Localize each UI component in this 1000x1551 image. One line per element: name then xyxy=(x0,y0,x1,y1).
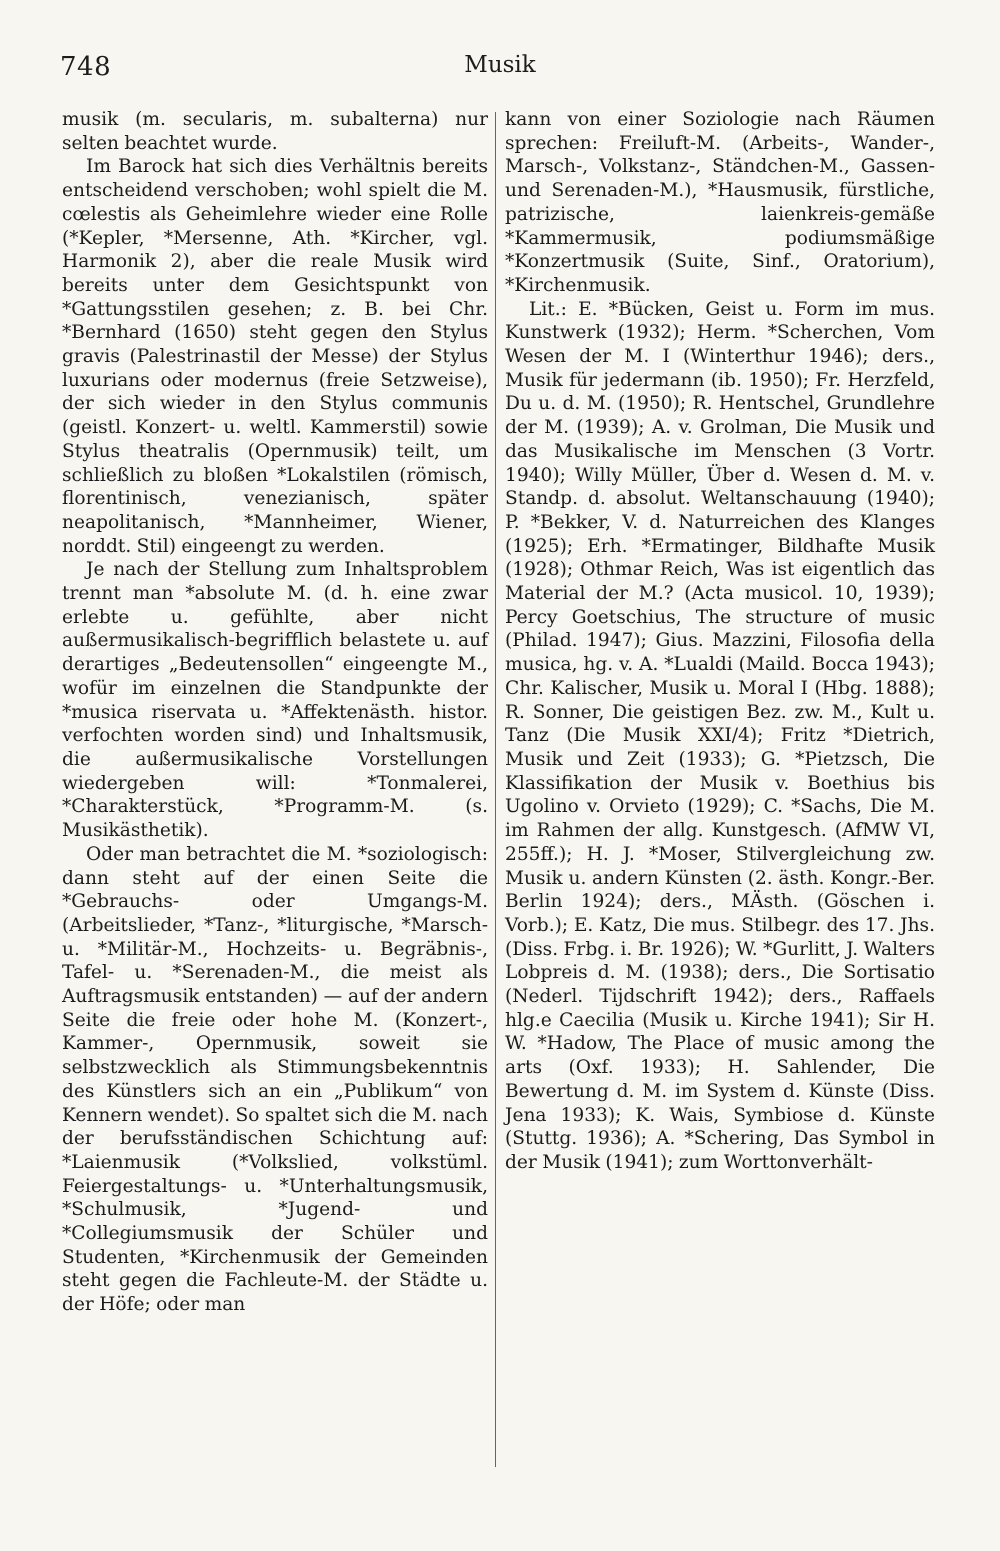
bibliography-paragraph: Lit.: E. *Bücken, Geist u. Form im mus. Kunstwerk (1932); Herm. *Scherchen, Vom Wesen der M. I (Winterthur 1946); ders., Musik für jedermann (ib. 1950); Fr. Herzfeld, Du u. d. M. (1950); R. Hentschel, Grundlehre der M. (1939); A. v. Grolman, Die Musik und das Musikalische im Menschen (3 Vortr. 1940); Willy Müller, Über d. Wesen d. M. v. Standp. d. absolut. Weltanschauung (1940); P. *Bekker, V. d. Naturreichen des Klanges (1925); Erh. *Ermatinger, Bildhafte Musik (1928); Othmar Reich, Was ist eigentlich das Material der M.? (Acta musicol. 10, 1939); Percy Goetschius, The structure of music (Philad. 1947); Gius. Mazzini, Filosofia della musica, hg. v. A. *Lualdi (Maild. Bocca 1943); Chr. Kalischer, Musik u. Moral I (Hbg. 1888); R. Sonner, Die geistigen Bez. zw. M., Kult u. Tanz (Die Musik XXI/4); Fritz *Dietrich, Musik und Zeit (1933); G. *Pietzsch, Die Klassifikation der Musik v. Boethius bis Ugolino v. Orvieto (1929); C. *Sachs, Die M. im Rahmen der allg. Kunstgesch. (AfMW VI, 255ff.); H. J. *Moser, Stilvergleichung zw. Musik u. andern Künsten (2. ästh. Kongr.-Ber. Berlin 1924); ders., MÄsth. (Göschen i. Vorb.); E. Katz, Die mus. Stilbegr. des 17. Jhs. (Diss. Frbg. i. Br. 1926); W. *Gurlitt, J. Walters Lobpreis d. M. (1938); ders., Die Sortisatio (Nederl. Tijdschrift 1942); ders., Raffaels hlg.e Caecilia (Musik u. Kirche 1941); Sir H. W. *Hadow, The Place of music among the arts (Oxf. 1933); H. Sahlender, Die Bewertung d. M. im System d. Künste (Diss. Jena 1933); K. Wais, Symbiose d. Künste (Stuttg. 1936); A. *Schering, Das Symbol in der Musik (1941); zum Worttonverhält- xyxy=(505,298,935,1173)
running-title: Musik xyxy=(464,52,536,78)
paragraph: kann von einer Soziologie nach Räumen sprechen: Freiluft-M. (Arbeits-, Wander-, Marsch-, Volkstanz-, Ständchen-M., Gassen- und Serenaden-M.), *Hausmusik, fürstliche, patrizische, laienkreis-gemäße *Kammermusik, podiumsmäßige *Konzertmusik (Suite, Sinf., Oratorium), *Kirchenmusik. xyxy=(505,109,935,296)
paragraph: Im Barock hat sich dies Verhältnis bereits entscheidend verschoben; wohl spielt die M. cœlestis als Geheimlehre wieder eine Rolle (*Kepler, *Mersenne, Ath. *Kircher, vgl. Harmonik 2), aber die reale Musik wird bereits unter dem Gesichtspunkt von *Gattungsstilen gesehen; z. B. bei Chr. *Bernhard (1650) steht gegen den Stylus gravis (Palestrinastil der Messe) der Stylus luxurians oder modernus (freie Setzweise), der sich wieder in den Stylus communis (geistl. Konzert- u. weltl. Kammerstil) sowie Stylus theatralis (Opernmusik) teilt, um schließlich zu bloßen *Lokalstilen (römisch, florentinisch, venezianisch, später neapolitanisch, *Mannheimer, Wiener, norddt. Stil) eingeengt zu werden. xyxy=(62,156,488,557)
page-number: 748 xyxy=(60,52,112,82)
column-divider xyxy=(495,112,496,1467)
right-column xyxy=(505,108,935,1175)
paragraph: musik (m. secularis, m. subalterna) nur selten beachtet wurde. xyxy=(62,109,488,154)
paragraph: Oder man betrachtet die M. *soziologisch: dann steht auf der einen Seite die *Gebrauchs- oder Umgangs-M. (Arbeitslieder, *Tanz-, *liturgische, *Marsch- u. *Militär-M., Hochzeits- u. Begräbnis-, Tafel- u. *Serenaden-M., die meist als Auftragsmusik entstanden) — auf der andern Seite die freie oder hohe M. (Konzert-, Kammer-, Opernmusik, soweit sie selbstzwecklich als Stimmungsbekenntnis des Künstlers sich an ein „Publikum“ von Kennern wendet). So spaltet sich die M. nach der berufsständischen Schichtung auf: *Laienmusik (*Volkslied, volkstüml. Feiergestaltungs- u. *Unterhaltungsmusik, *Schulmusik, *Jugend- und *Collegiumsmusik der Schüler und Studenten, *Kirchenmusik der Gemeinden steht gegen die Fachleute-M. der Städte u. der Höfe; oder man xyxy=(62,843,489,1316)
paragraph: Je nach der Stellung zum Inhaltsproblem trennt man *absolute M. (d. h. eine zwar erlebte u. gefühlte, aber nicht außermusikalisch-begrifflich belastete u. auf derartiges „Bedeutensollen“ eingeengte M., wofür im einzelnen die Standpunkte der *musica riservata u. *Affektenästh. histor. verfochten worden sind) und Inhaltsmusik, die außermusikalische Vorstellungen wiedergeben will: *Tonmalerei, *Charakterstück, *Programm-M. (s. Musikästhetik). xyxy=(62,559,488,842)
left-column xyxy=(62,108,488,1317)
